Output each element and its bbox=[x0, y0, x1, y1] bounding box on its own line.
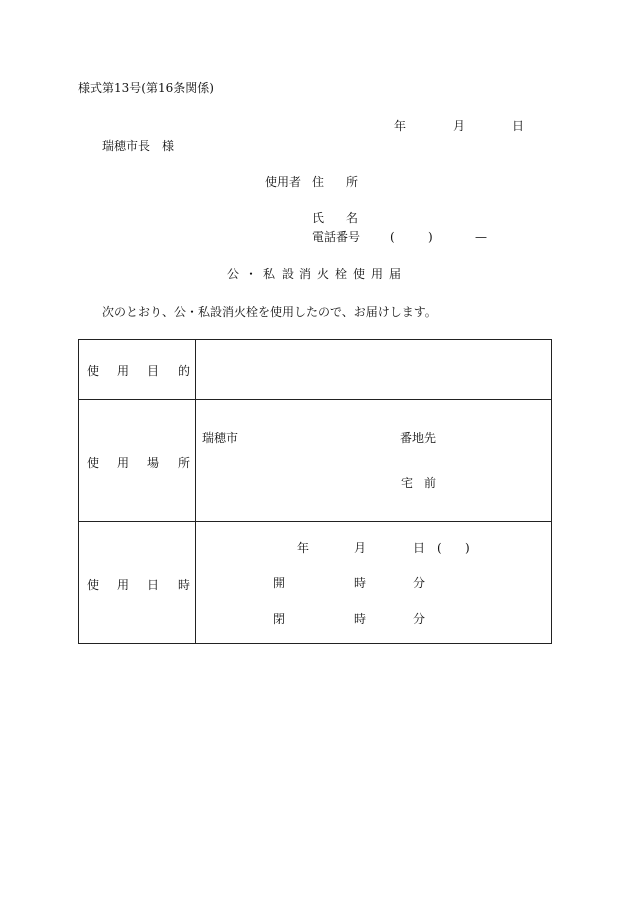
row-divider bbox=[79, 399, 551, 400]
phone-dash: — bbox=[475, 230, 487, 244]
title-char: 用 bbox=[371, 267, 384, 281]
place-house-1: 宅 bbox=[401, 476, 414, 490]
column-divider bbox=[195, 340, 196, 643]
title-char: 消 bbox=[299, 267, 312, 281]
title-char: 届 bbox=[389, 267, 402, 281]
datetime-weekday-open: ( bbox=[437, 541, 442, 555]
place-banchi: 番地先 bbox=[400, 431, 437, 445]
open-minute: 分 bbox=[413, 576, 426, 590]
open-label: 開 bbox=[273, 576, 286, 590]
form-table: 使 用 目 的 使 用 場 所 瑞穂市 番地先 宅 前 使 用 日 時 年 月 日 ( ) 開 時 分 閉 時 分 bbox=[78, 339, 552, 644]
title-char: 火 bbox=[317, 267, 330, 281]
date-day-label: 日 bbox=[512, 119, 525, 133]
phone-paren-open: ( bbox=[390, 230, 395, 244]
address-label-1: 住 bbox=[312, 175, 325, 189]
datetime-weekday-close: ) bbox=[465, 541, 470, 555]
close-label: 閉 bbox=[273, 612, 286, 626]
open-hour: 時 bbox=[354, 576, 367, 590]
addressee: 瑞穂市長 様 bbox=[102, 139, 175, 153]
phone-label: 電話番号 bbox=[312, 230, 361, 244]
form-number: 様式第13号(第16条関係) bbox=[78, 81, 214, 95]
title-char: 公 bbox=[227, 267, 240, 281]
name-label-2: 名 bbox=[346, 211, 359, 225]
datetime-day: 日 bbox=[413, 541, 426, 555]
address-label-2: 所 bbox=[346, 175, 359, 189]
applicant-label: 使用者 bbox=[265, 175, 302, 189]
title-char: 設 bbox=[282, 267, 295, 281]
close-hour: 時 bbox=[354, 612, 367, 626]
datetime-year: 年 bbox=[297, 541, 310, 555]
close-minute: 分 bbox=[413, 612, 426, 626]
title-char: 栓 bbox=[335, 267, 348, 281]
place-house-2: 前 bbox=[424, 476, 437, 490]
intro-text: 次のとおり、公・私設消火栓を使用したので、お届けします。 bbox=[102, 305, 437, 319]
title-char: 私 bbox=[263, 267, 276, 281]
date-month-label: 月 bbox=[453, 119, 466, 133]
datetime-month: 月 bbox=[354, 541, 367, 555]
title-char: 使 bbox=[353, 267, 366, 281]
phone-paren-close: ) bbox=[428, 230, 433, 244]
title-char: ・ bbox=[245, 267, 258, 281]
name-label-1: 氏 bbox=[312, 211, 325, 225]
date-year-label: 年 bbox=[394, 119, 407, 133]
row-divider bbox=[79, 521, 551, 522]
place-city: 瑞穂市 bbox=[202, 431, 239, 445]
